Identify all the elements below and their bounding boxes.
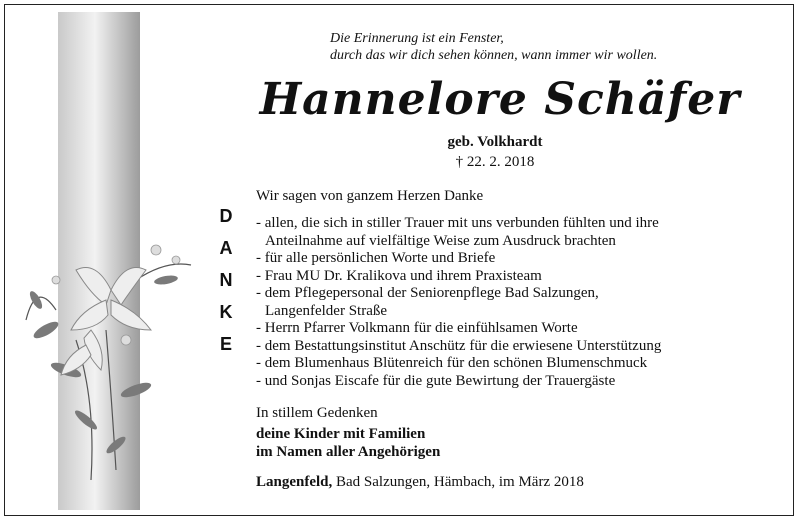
thanks-item: - Herrn Pfarrer Volkmann für die einfühlsamen Worte (256, 320, 578, 336)
danke-letter: E (219, 334, 232, 354)
thanks-item: - und Sonjas Eiscafe für die gute Bewirtung der Trauergäste (256, 372, 616, 389)
quote (330, 30, 750, 64)
closing-line-1: In stillem Gedenken (256, 405, 378, 421)
thanks-item: Langenfelder Straße (265, 302, 388, 319)
thanks-item: - Frau MU Dr. Kralikova und ihrem Praxisteam (256, 267, 542, 284)
quote-line-1: Die Erinnerung ist ein Fenster, (330, 31, 504, 46)
quote-line-2: durch das wir dich sehen können, wann immer wir wollen. (330, 48, 658, 63)
place-date (256, 474, 584, 491)
danke-letter: A (219, 238, 233, 258)
danke-letter: N (219, 270, 233, 290)
thanks-item: - dem Blumenhaus Blütenreich für den schönen Blumenschmuck (256, 355, 648, 371)
place-rest: Bad Salzungen, Hämbach, im März 2018 (332, 474, 584, 490)
thanks-item: - dem Pflegepersonal der Seniorenpflege Bad Salzungen, (256, 285, 599, 301)
thanks-item: Anteilnahme auf vielfältige Weise zum Ausdruck brachten (265, 232, 616, 249)
thanks-item: - für alle persönlichen Worte und Briefe (256, 250, 496, 266)
danke-vertical (214, 200, 238, 360)
thanks-list (256, 215, 776, 390)
closing-line-3: im Namen aller Angehörigen (256, 444, 441, 460)
danke-letter: K (219, 302, 233, 322)
closing-line-2: deine Kinder mit Familien (256, 426, 426, 442)
thanks-intro: Wir sagen von ganzem Herzen Danke (256, 188, 484, 204)
place-bold: Langenfeld, (256, 474, 333, 490)
birth-name: geb. Volkhardt (447, 134, 543, 150)
deceased-name: Hannelore Schäfer (259, 74, 741, 125)
thanks-item: - allen, die sich in stiller Trauer mit uns verbunden fühlten und ihre (256, 215, 659, 231)
death-date: † 22. 2. 2018 (455, 154, 535, 170)
thanks-item: - dem Bestattungsinstitut Anschütz für die erwiesene Unterstützung (256, 337, 662, 354)
closing-signatories (256, 425, 440, 461)
lily-flowers-image (16, 220, 216, 490)
danke-letter: D (219, 206, 233, 226)
